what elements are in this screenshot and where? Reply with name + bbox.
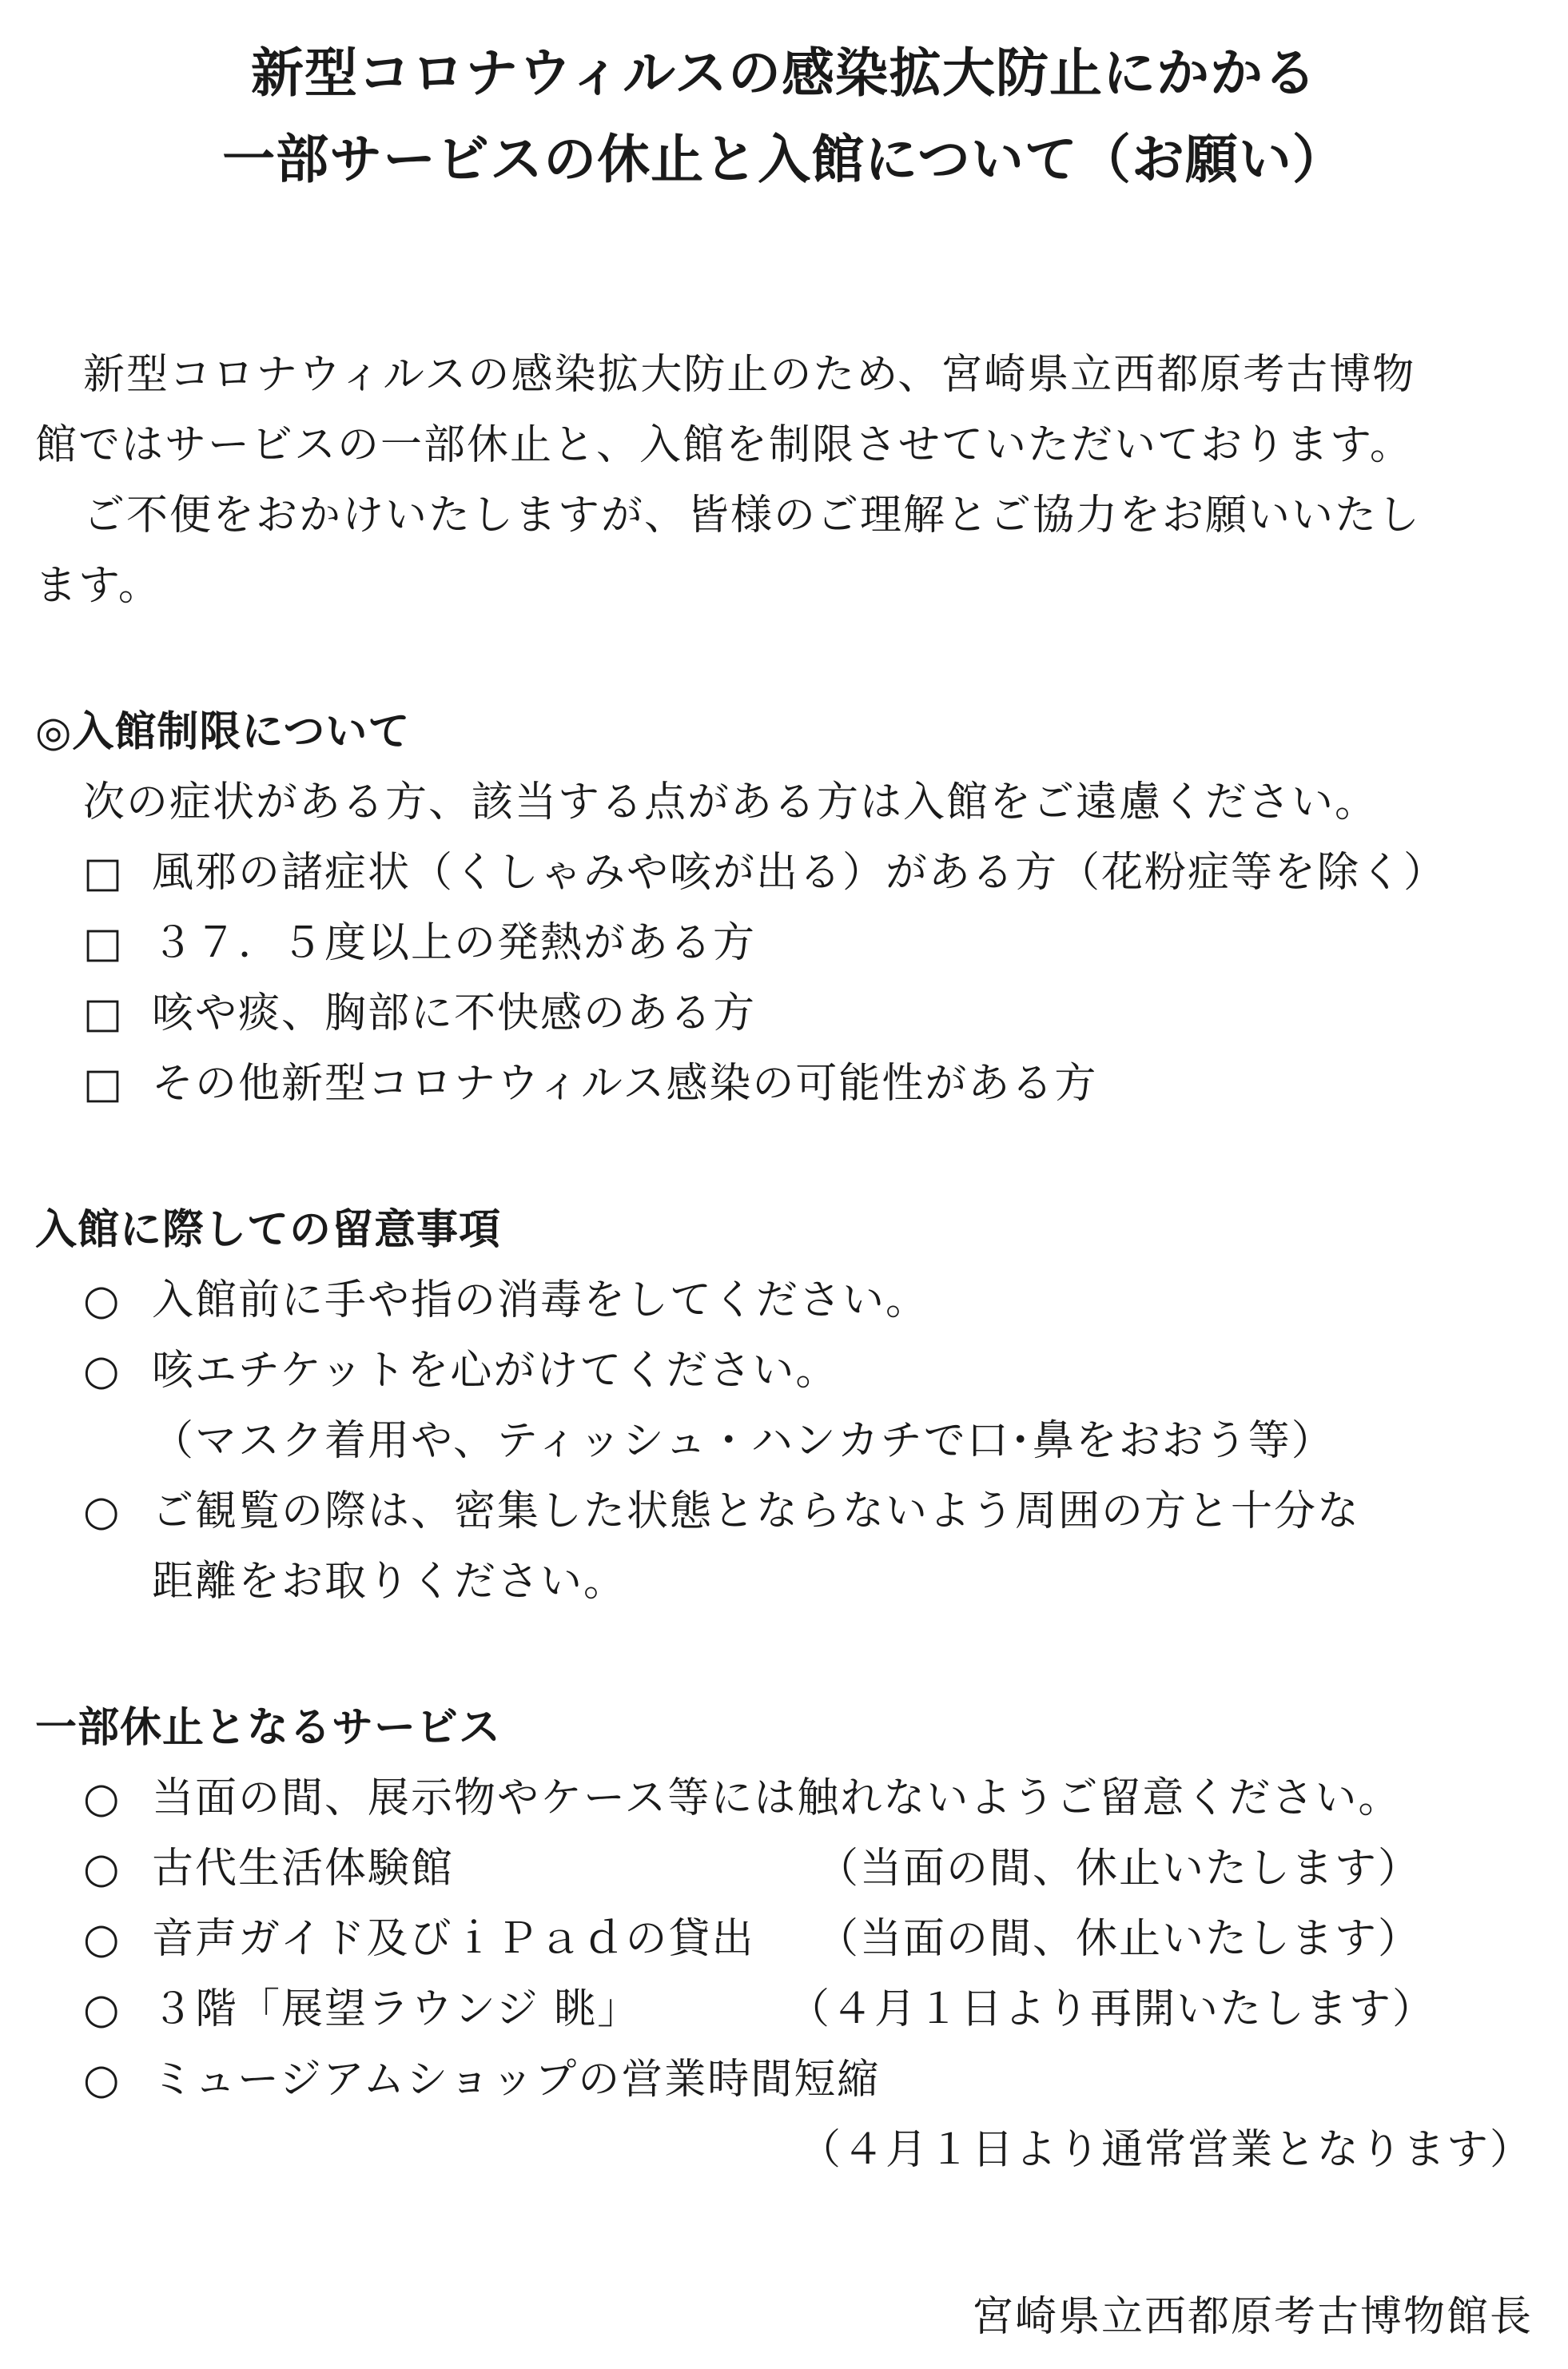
entry-limit-item-text: ３７．５度以上の発熱がある方	[152, 919, 757, 967]
notes-item-2-sub: （マスク着用や、ティッシュ・ハンカチで口･鼻をおおう等）	[152, 1417, 1335, 1465]
intro-p2-line-2: ます。	[35, 562, 161, 610]
entry-limit-lead: 次の症状がある方、該当する点がある方は入館をご遠慮ください。	[83, 778, 1379, 826]
services-heading: 一部休止となるサービス	[35, 1704, 502, 1752]
entry-limit-item-2	[83, 908, 756, 978]
circle-bullet-icon: ○	[83, 1276, 121, 1324]
services-item-1	[83, 1763, 1401, 1833]
notes-item-text: 入館前に手や指の消毒をしてください。	[152, 1276, 929, 1324]
checkbox-icon: □	[83, 989, 125, 1037]
notice-title-line-1: 新型コロナウィルスの感染拡大防止にかかる	[250, 42, 1318, 104]
entry-limit-item-text: 風邪の諸症状（くしゃみや咳が出る）がある方（花粉症等を除く）	[152, 849, 1447, 897]
services-item-label: ミュージアムショップの営業時間短縮	[152, 2056, 881, 2104]
notes-item-1	[83, 1265, 929, 1336]
services-item-5	[83, 2045, 880, 2115]
checkbox-icon: □	[83, 1060, 125, 1108]
entry-limit-item-text: その他新型コロナウィルス感染の可能性がある方	[152, 1060, 1098, 1108]
entry-limit-item-text: 咳や痰、胸部に不快感のある方	[152, 989, 757, 1037]
circle-bullet-icon: ○	[83, 1487, 121, 1535]
entry-limit-item-3	[83, 978, 756, 1049]
entry-limit-item-4	[83, 1049, 1097, 1119]
services-item-4-status: （４月１日より再開いたします）	[788, 1985, 1436, 2033]
services-item-label: 音声ガイド及びｉＰａｄの貸出	[152, 1915, 755, 1963]
services-item-5-status: （４月１日より通常営業となります）	[798, 2126, 1533, 2174]
circle-bullet-icon: ○	[83, 1985, 121, 2033]
services-item-4	[83, 1974, 640, 2045]
services-item-2	[83, 1833, 454, 1904]
circle-bullet-icon: ○	[83, 1347, 121, 1395]
services-item-3	[83, 1904, 754, 1974]
checkbox-icon: □	[83, 919, 125, 967]
services-item-3-status: （当面の間、休止いたします）	[817, 1915, 1422, 1963]
services-item-text: 当面の間、展示物やケース等には触れないようご留意ください。	[152, 1774, 1402, 1822]
notice-title-line-2: 一部サービスの休止と入館について（お願い）	[222, 129, 1346, 190]
notes-item-text: ご観覧の際は、密集した状態とならないよう周囲の方と十分な	[152, 1487, 1361, 1535]
notes-item-3	[83, 1476, 1360, 1547]
notes-item-2	[83, 1336, 838, 1406]
services-item-2-status: （当面の間、休止いたします）	[817, 1845, 1422, 1893]
services-item-label: 古代生活体験館	[152, 1845, 455, 1893]
entry-limit-heading: ◎入館制限について	[35, 708, 411, 756]
signature: 宮崎県立西都原考古博物館長	[971, 2293, 1533, 2341]
circle-bullet-icon: ○	[83, 1774, 121, 1822]
circle-bullet-icon: ○	[83, 2056, 121, 2104]
entry-limit-item-1	[83, 838, 1447, 908]
notes-item-3-line-2: 距離をお取りください。	[152, 1558, 627, 1606]
services-item-label: ３階「展望ラウンジ 眺」	[152, 1985, 641, 2033]
circle-bullet-icon: ○	[83, 1845, 121, 1893]
notes-item-text: 咳エチケットを心がけてください。	[152, 1347, 839, 1395]
notes-heading: 入館に際しての留意事項	[35, 1206, 502, 1254]
circle-bullet-icon: ○	[83, 1915, 121, 1963]
intro-p1-line-1: 新型コロナウィルスの感染拡大防止のため、宮崎県立西都原考古博物	[83, 351, 1416, 399]
intro-p1-line-2: 館ではサービスの一部休止と、入館を制限させていただいております。	[35, 421, 1413, 469]
checkbox-icon: □	[83, 849, 125, 897]
intro-p2-line-1: ご不便をおかけいたしますが、皆様のご理解とご協力をお願いいたし	[83, 492, 1422, 539]
